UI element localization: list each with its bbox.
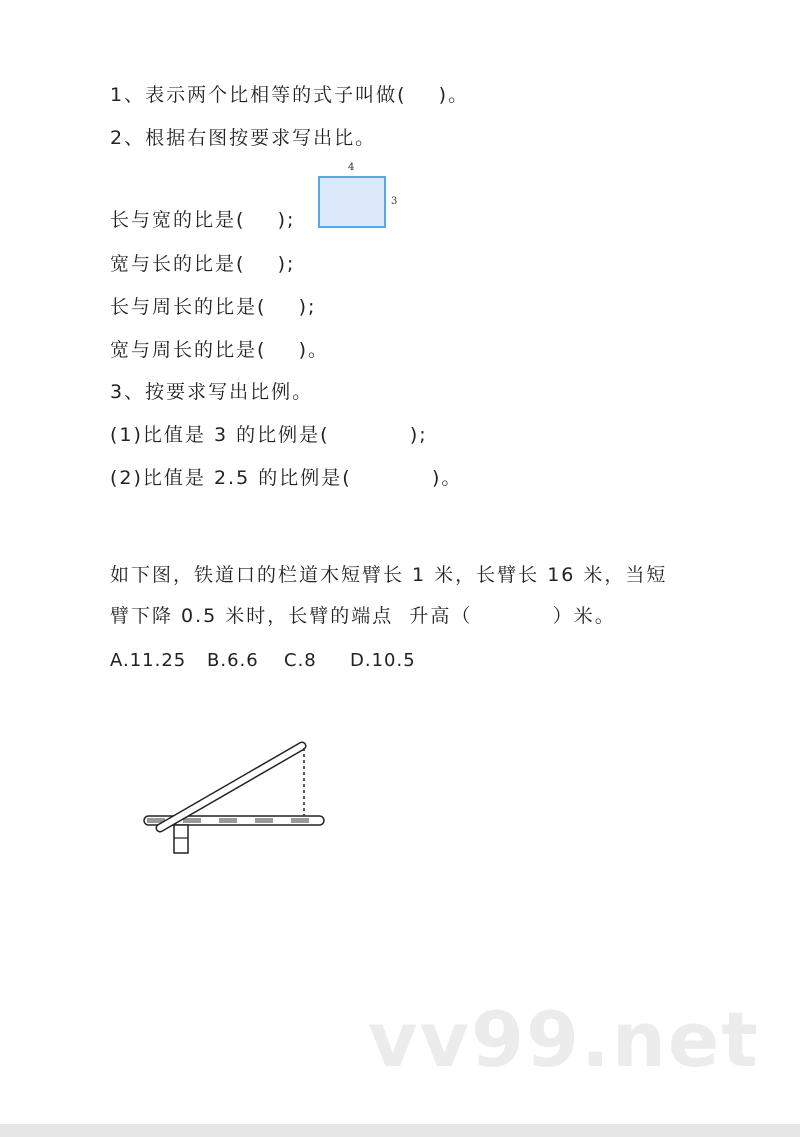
q3-line-2: (2)比值是 2.5 的比例是( )。 <box>110 467 463 489</box>
choice-b: B.6.6 <box>207 650 259 671</box>
question-1: 1、表示两个比相等的式子叫做( )。 <box>110 84 470 106</box>
watermark: vv99.net <box>368 995 760 1084</box>
railway-barrier-diagram <box>138 732 338 862</box>
q2-line-2: 宽与长的比是( ); <box>110 253 296 275</box>
bottom-scrollbar-area <box>0 1124 800 1137</box>
rect-width-label: 3 <box>391 196 398 207</box>
q2-line-3: 长与周长的比是( ); <box>110 296 317 318</box>
q2-line-1: 长与宽的比是( ); <box>110 209 296 231</box>
rectangle-figure <box>318 176 386 228</box>
q2-line-4: 宽与周长的比是( )。 <box>110 339 329 361</box>
question-4-line-2: 臂下降 0.5 米时，长臂的端点 升高（ ）米。 <box>110 605 616 627</box>
question-2-title: 2、根据右图按要求写出比。 <box>110 127 377 149</box>
choice-a: A.11.25 <box>110 650 187 671</box>
question-3-title: 3、按要求写出比例。 <box>110 381 314 403</box>
choice-c: C.8 <box>284 650 317 671</box>
rect-length-label: 4 <box>348 162 355 173</box>
q3-line-1: (1)比值是 3 的比例是( ); <box>110 424 428 446</box>
choice-d: D.10.5 <box>350 650 416 671</box>
pivot-post <box>174 825 188 853</box>
question-4-line-1: 如下图，铁道口的栏道木短臂长 1 米，长臂长 16 米，当短 <box>110 564 668 586</box>
